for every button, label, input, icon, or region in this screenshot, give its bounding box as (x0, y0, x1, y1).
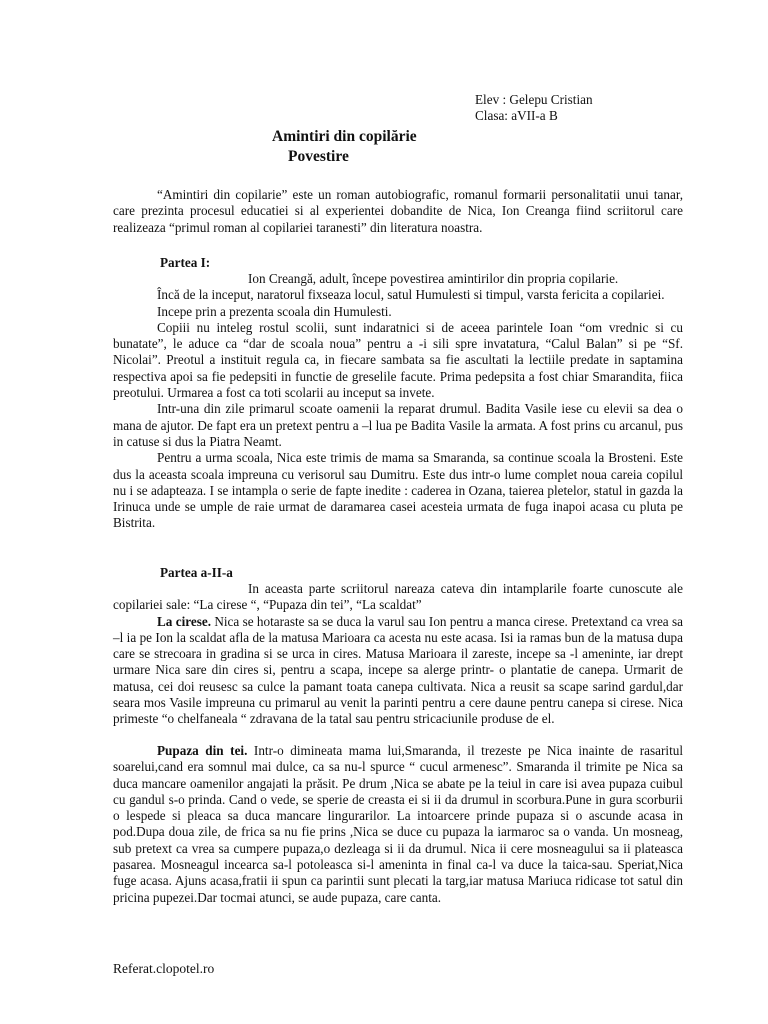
cirese-paragraph (113, 614, 683, 728)
part1-paragraph: Încă de la inceput, naratorul fixseaza locul, satul Humulesti si timpul, varsta fericita a copilariei. (157, 287, 665, 303)
pupaza-section (113, 743, 683, 906)
part2-section (113, 581, 683, 728)
part1-paragraph: Copiii nu inteleg rostul scolii, sunt indaratnici si de aceea parintele Ioan “om vrednic si cu bunatate”, le aduce ca “dar de scoala noua” pentru a -i sili spre invatatura, “Calul Balan” si pe “Sf. Nicolai”. Preotul a instituit regula ca, in fiecare sambata sa fie ascultati la lectiile predate in saptamina respectiva apoi sa fie pedepsiti in functie de greselile facute. Prima pedepsita a fost chiar Smarandita, fiica preotului. Urmarea a fost ca toti scolarii au inceput sa invete. (113, 319, 683, 401)
part1-paragraph: Intr-una din zile primarul scoate oamenii la reparat drumul. Badita Vasile iese cu elevii sa dea o mana de ajutor. De fapt era un pretext pentru a –l lua pe Badita Vasile la armata. A fost prins cu arcanul, pus in catuse si dus la Piatra Neamt. (113, 401, 683, 449)
student-info (475, 92, 593, 124)
pupaza-paragraph (113, 743, 683, 906)
part1-heading: Partea I: (160, 255, 211, 270)
part2-intro-paragraph: In aceasta parte scriitorul nareaza cateva din intamplarile foarte cunoscute ale copilariei sale: “La cirese “, “Pupaza din tei”, “La scaldat” (113, 581, 683, 613)
intro-section (113, 187, 683, 236)
footer-source: Referat.clopotel.ro (113, 961, 215, 976)
pupaza-text: Intr-o dimineata mama lui,Smaranda, il trezeste pe Nica inainte de rasaritul soarelui,cand era somnul mai dulce, ca sa nu-l spurce “ cucul armenesc”. Smaranda il trimite pe Nica sa duca mancare oamenilor angajati la prăsit. Pe drum ,Nica se abate pe la teiul in care isi avea pupaza cuibul cu gandul s-o prinda. Cand o vede, se sperie de creasta ei si ii da drumul in scorbura.Pune in gura scorburii o lespede si pleaca sa duca mancare lingurarilor. La intoarcere prinde pupaza si o ascunde acasa in pod.Dupa doua zile, de frica sa nu fie prins ,Nica se duce cu pupaza la iarmaroc sa o vanda. Un mosneag, sub pretext ca vrea sa cumpere pupaza,o dezleaga si ii da drumul. Nica ii cere mosneagului sa ii plateasca pasarea. Mosneagul incearca sa-l potoleasca si-l ameninta in final ca-l va duce la taica-sau. Speriat,Nica fuge acasa. Ajuns acasa,fratii ii spun ca parintii sunt plecati la targ,iar matusa Mariuca ridicase tot satul din pricina pupezei.Dar tocmai atunci, se aude pupaza, care canta. (113, 743, 683, 905)
intro-paragraph: “Amintiri din copilarie” este un roman autobiografic, romanul formarii personalitatii unui tanar, care prezinta procesul educatiei si al experientei dobandite de Nica, Ion Creanga fiind scriitorul care realizeaza “primul roman al copilariei taranesti” din literatura noastra. (113, 187, 683, 235)
cirese-text: Nica se hotaraste sa se duca la varul sau Ion pentru a manca cirese. Pretextand ca vrea sa –l ia pe Ion la scaldat afla de la matusa Marioara ca acesta nu este acasa. Isi ia ramas bun de la matusa dupa care se strecoara in gradina si se urca in cires. Matusa Marioara il zareste, incepe sa -l ameninte, iar drept urmare Nica sare din cires si, pentru a scapa, incepe sa alerge printr- o plantatie de canepa. Urmarit de matusa, cei doi reusesc sa culce la pamant toata canepa cultivata. Nica a reusit sa scape sarind gardul,dar seara mos Vasile impreuna cu primarul au venit la parinti pentru a cere daune pentru canepa si cirese. Nica primeste “o chelfaneala “ zdravana de la tatal sau pentru stricaciunile produse de el. (113, 613, 683, 727)
document-subtitle: Povestire (288, 148, 349, 165)
student-class: Clasa: aVII-a B (475, 108, 558, 123)
student-name: Elev : Gelepu Cristian (475, 92, 593, 107)
pupaza-title: Pupaza din tei. (157, 743, 248, 758)
cirese-title: La cirese. (157, 613, 211, 629)
part2-heading: Partea a-II-a (160, 565, 233, 580)
part1-paragraph: Pentru a urma scoala, Nica este trimis de mama sa Smaranda, sa continue scoala la Brosteni. Este dus la aceasta scoala impreuna cu verisorul sau Dumitru. Este dus intr-o lume complet noua careia copilul nu i se adapteaza. I se intampla o serie de fapte inedite : caderea in Ozana, taierea pletelor, statul in gazda la Irinuca unde se umple de raie urmat de daramarea casei acesteia urmata de fuga inapoi acasa cu pluta pe Bistrita. (113, 450, 683, 531)
part1-paragraph: Ion Creangă, adult, începe povestirea amintirilor din propria copilarie. (248, 271, 619, 286)
document-title: Amintiri din copilărie (272, 128, 417, 145)
part1-paragraph: Incepe prin a prezenta scoala din Humulesti. (157, 303, 392, 319)
part1-section (113, 271, 683, 532)
